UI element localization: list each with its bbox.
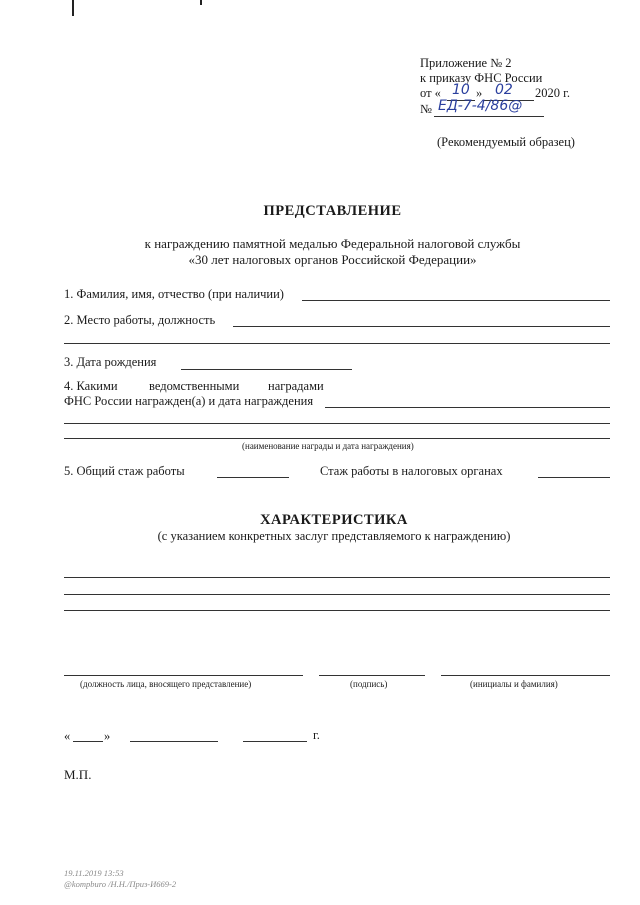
field5-input-line (217, 477, 289, 478)
field4-word3: наградами (268, 379, 324, 393)
field4-word2: ведомственными (149, 379, 240, 393)
field3-input-line (181, 369, 352, 370)
field5b-input-line (538, 477, 610, 478)
characteristic-line3 (64, 610, 610, 611)
scan-mark (200, 0, 202, 5)
field1-label: 1. Фамилия, имя, отчество (при наличии) (64, 287, 284, 301)
day-handwritten: 10 (452, 82, 470, 98)
field4-word1: 4. Какими (64, 379, 118, 393)
field4-caption: (наименование награды и дата награждения) (242, 441, 414, 451)
field4-input-line (325, 407, 610, 408)
field4-extra-line1 (64, 423, 610, 424)
date-close-quote: » (104, 729, 111, 743)
field5-label: 5. Общий стаж работы (64, 464, 185, 478)
footer-timestamp: 19.11.2019 13:53 (64, 868, 124, 878)
document-subtitle-line1: к награждению памятной медалью Федеральной налоговой службы (144, 236, 521, 251)
document-title: ПРЕДСТАВЛЕНИЕ (263, 203, 402, 219)
date-day-line (73, 741, 103, 742)
appendix-line2: к приказу ФНС России (420, 71, 543, 85)
characteristic-line1 (64, 577, 610, 578)
recommended-sample: (Рекомендуемый образец) (437, 135, 575, 149)
scan-mark (72, 0, 74, 16)
date-open-quote: « (64, 729, 71, 743)
field2-extra-line (64, 343, 610, 344)
appendix-date-prefix: от « (420, 86, 441, 100)
month-handwritten: 02 (495, 82, 513, 98)
position-caption: (должность лица, вносящего представление) (80, 679, 252, 689)
stamp-placeholder: М.П. (64, 767, 92, 782)
field5b-label: Стаж работы в налоговых органах (320, 464, 503, 478)
signature-caption: (подпись) (350, 679, 388, 689)
appendix-date-mid: » (476, 86, 483, 100)
appendix-year: 2020 г. (535, 86, 570, 100)
field4-line2: ФНС России награжден(а) и дата награждения (64, 394, 314, 408)
characteristic-subtitle: (с указанием конкретных заслуг представляемого к награждению) (157, 529, 511, 543)
footer-reference: @kompburo /Н.Н./Приз-И669-2 (64, 879, 177, 889)
date-month-line (130, 741, 218, 742)
position-line (64, 675, 303, 676)
name-caption: (инициалы и фамилия) (470, 679, 558, 689)
field4-extra-line2 (64, 438, 610, 439)
name-line (441, 675, 610, 676)
date-year-line (243, 741, 307, 742)
field3-label: 3. Дата рождения (64, 355, 157, 369)
field1-input-line (302, 300, 610, 301)
appendix-line1: Приложение № 2 (420, 56, 512, 70)
date-year-suffix: г. (313, 728, 320, 742)
number-underline (434, 116, 544, 117)
number-handwritten: ЕД-7-4/86@ (438, 98, 523, 114)
field2-label: 2. Место работы, должность (64, 313, 216, 327)
characteristic-line2 (64, 594, 610, 595)
signature-line (319, 675, 425, 676)
appendix-number-prefix: № (420, 102, 432, 116)
field2-input-line (233, 326, 610, 327)
document-subtitle-line2: «30 лет налоговых органов Российской Федерации» (188, 252, 477, 267)
characteristic-title: ХАРАКТЕРИСТИКА (260, 512, 408, 528)
